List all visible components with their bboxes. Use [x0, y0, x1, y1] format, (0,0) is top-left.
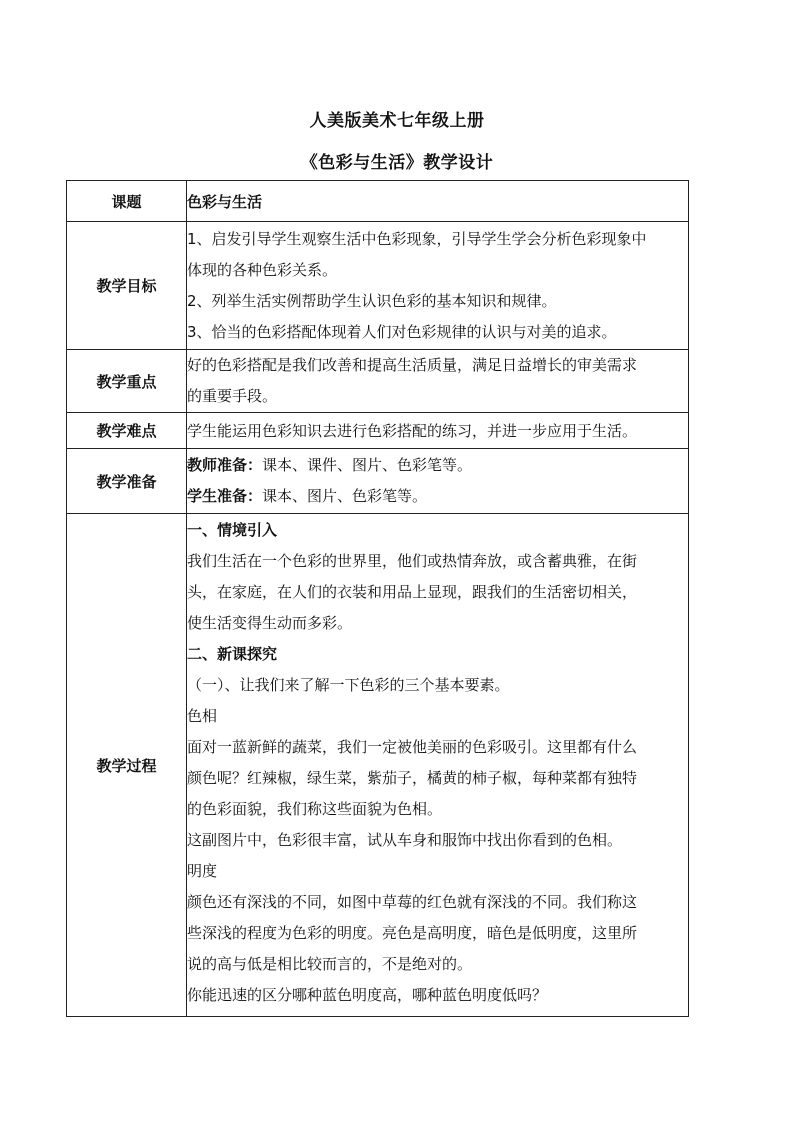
topic-label: 课题 — [67, 181, 187, 222]
student-preparation-label: 学生准备： — [187, 487, 263, 505]
key-points-line: 的重要手段。 — [187, 387, 278, 405]
teacher-preparation-label: 教师准备： — [187, 456, 263, 474]
section-heading: 二、新课探究 — [187, 645, 278, 663]
goals-line: 体现的各种色彩关系。 — [187, 260, 338, 279]
goals-content — [187, 222, 689, 350]
key-points-label: 教学重点 — [67, 350, 187, 413]
process-line: 这副图片中，色彩很丰富，试从车身和服饰中找出你看到的色相。 — [187, 831, 623, 849]
table-row-preparation — [67, 449, 689, 514]
process-label: 教学过程 — [67, 514, 187, 1017]
value-heading: 明度 — [187, 862, 218, 880]
table-row-goals — [67, 222, 689, 350]
teacher-preparation — [187, 450, 688, 481]
process-line: 的色彩面貌，我们称这些面貌为色相。 — [187, 800, 443, 818]
table-row-topic — [67, 181, 689, 222]
difficulty-label: 教学难点 — [67, 413, 187, 449]
process-line: 使生活变得生动而多彩。 — [187, 614, 353, 632]
document-subtitle: 《色彩与生活》教学设计 — [300, 153, 494, 173]
topic-value: 色彩与生活 — [187, 181, 689, 222]
preparation-label: 教学准备 — [67, 449, 187, 514]
preparation-content — [187, 449, 689, 514]
table-row-process — [67, 514, 689, 1017]
goals-line: 3、恰当的色彩搭配体现着人们对色彩规律的认识与对美的追求。 — [187, 322, 617, 341]
table-row-difficulty — [67, 413, 689, 449]
key-points-line: 好的色彩搭配是我们改善和提高生活质量，满足日益增长的审美需求 — [187, 356, 638, 374]
lesson-plan-table — [66, 180, 689, 1017]
goals-line: 1、启发引导学生观察生活中色彩现象，引导学生学会分析色彩现象中 — [187, 229, 647, 248]
process-line: 你能迅速的区分哪种蓝色明度高，哪种蓝色明度低吗？ — [187, 986, 548, 1004]
difficulty-value: 学生能运用色彩知识去进行色彩搭配的练习，并进一步应用于生活。 — [187, 413, 689, 449]
hue-heading: 色相 — [187, 707, 218, 725]
process-line: 颜色还有深浅的不同，如图中草莓的红色就有深浅的不同。我们称这 — [187, 893, 638, 911]
student-preparation — [187, 481, 688, 512]
key-points-content — [187, 350, 689, 413]
goals-label: 教学目标 — [67, 222, 187, 350]
table-row-key-points — [67, 350, 689, 413]
subsection-heading: （一）、让我们来了解一下色彩的三个基本要素。 — [187, 676, 510, 694]
section-heading: 一、情境引入 — [187, 521, 278, 539]
process-line: 面对一蓝新鲜的蔬菜，我们一定被他美丽的色彩吸引。这里都有什么 — [187, 738, 638, 756]
goals-line: 2、列举生活实例帮助学生认识色彩的基本知识和规律。 — [187, 291, 557, 310]
document-title: 人美版美术七年级上册 — [309, 111, 485, 131]
process-line: 些深浅的程度为色彩的明度。亮色是高明度，暗色是低明度，这里所 — [187, 924, 638, 942]
process-line: 说的高与低是相比较而言的，不是绝对的。 — [187, 955, 473, 973]
student-preparation-value: 课本、图片、色彩笔等。 — [262, 487, 428, 505]
process-line: 我们生活在一个色彩的世界里，他们或热情奔放，或含蓄典雅，在街 — [187, 552, 638, 570]
teacher-preparation-value: 课本、课件、图片、色彩笔等。 — [262, 456, 473, 474]
process-line: 头，在家庭，在人们的衣装和用品上显现，跟我们的生活密切相关， — [187, 583, 638, 601]
process-line: 颜色呢？红辣椒，绿生菜，紫茄子，橘黄的柿子椒，每种菜都有独特 — [187, 769, 638, 787]
process-content — [187, 514, 689, 1017]
